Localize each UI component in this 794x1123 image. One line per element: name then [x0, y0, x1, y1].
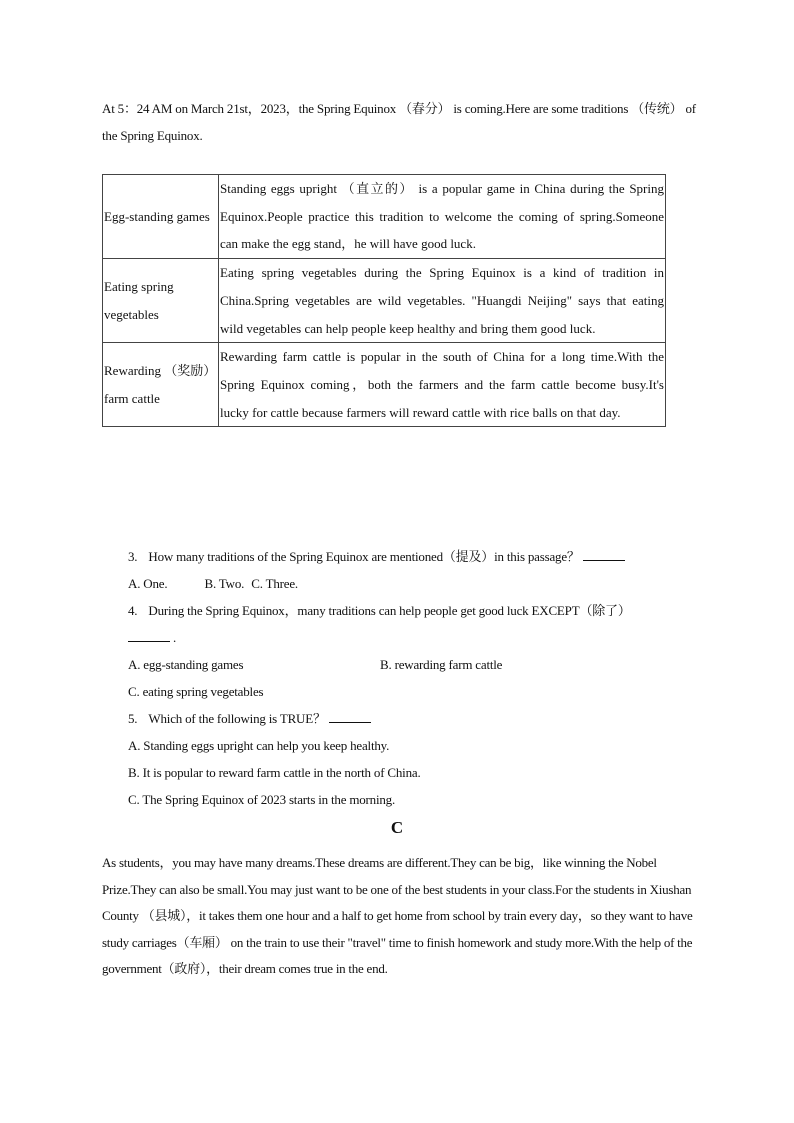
question-4-option-c	[128, 678, 708, 705]
table-row	[103, 343, 666, 427]
tradition-description: Eating spring vegetables during the Spring Equinox is a kind of tradition in China.Spring vegetables are wild vegetables. "Huangdi Neijing" says that eating wild vegetables can help people keep healthy and bring them good luck.	[219, 259, 666, 343]
option-a: A. egg-standing games	[128, 657, 244, 672]
answer-blank	[583, 545, 625, 561]
question-5-option-c	[128, 786, 708, 813]
table-row	[103, 259, 666, 343]
option-a: A. One.	[128, 576, 168, 591]
question-4-blank-line	[128, 624, 708, 651]
answer-blank	[329, 707, 371, 723]
passage-text: As students，you may have many dreams.These dreams are different.They can be big，like winning the Nobel Prize.They can also be small.You may just want to be one of the best students in your class.For the students in Xiushan County （县城），it takes them one hour and a half to get home from school by train every day，so they want to have study carriages（车厢） on the train to use their "travel" time to finish homework and study more.With the help of the government（政府），their dream comes true in the end.	[102, 855, 693, 976]
question-3	[128, 543, 708, 570]
question-4	[128, 597, 708, 624]
option-c: C. Three.	[251, 576, 298, 591]
tradition-name: Rewarding （奖励） farm cattle	[103, 343, 219, 427]
question-text: How many traditions of the Spring Equinox are mentioned（提及）in this passage？	[148, 549, 580, 564]
intro-paragraph	[102, 95, 702, 149]
question-3-options	[128, 570, 708, 597]
question-number: 5.	[128, 711, 138, 726]
question-5	[128, 705, 708, 732]
question-5-option-b	[128, 759, 708, 786]
question-4-options	[128, 651, 708, 678]
option-b: B. Two.	[204, 576, 245, 591]
option-c: C. eating spring vegetables	[128, 684, 264, 699]
option-c: C. The Spring Equinox of 2023 starts in the morning.	[128, 792, 396, 807]
option-b: B. It is popular to reward farm cattle in the north of China.	[128, 765, 421, 780]
traditions-table	[102, 174, 666, 427]
questions-block	[128, 543, 708, 813]
answer-blank	[128, 626, 170, 642]
tradition-description: Standing eggs upright （直立的） is a popular game in China during the Spring Equinox.People practice this tradition to welcome the coming of spring.Someone can make the egg stand，he will have good luck.	[219, 175, 666, 259]
question-number: 4.	[128, 603, 138, 618]
question-text: During the Spring Equinox，many traditions can help people get good luck EXCEPT（除了）	[148, 603, 631, 618]
option-b: B. rewarding farm cattle	[380, 657, 503, 672]
question-text: Which of the following is TRUE？	[148, 711, 326, 726]
question-5-option-a	[128, 732, 708, 759]
table-row	[103, 175, 666, 259]
option-a: A. Standing eggs upright can help you keep healthy.	[128, 738, 390, 753]
intro-text: At 5：24 AM on March 21st，2023，the Spring Equinox （春分） is coming.Here are some traditions （传统） of the Spring Equinox.	[102, 101, 696, 143]
section-title: C	[390, 818, 404, 837]
passage-c	[102, 850, 694, 983]
tradition-description: Rewarding farm cattle is popular in the south of China for a long time.With the Spring Equinox coming，both the farmers and the farm cattle become busy.It's lucky for cattle because farmers will reward cattle with rice balls on that day.	[219, 343, 666, 427]
tradition-name: Egg-standing games	[103, 175, 219, 259]
tradition-name: Eating spring vegetables	[103, 259, 219, 343]
question-number: 3.	[128, 549, 138, 564]
question-end-mark: .	[173, 630, 177, 645]
